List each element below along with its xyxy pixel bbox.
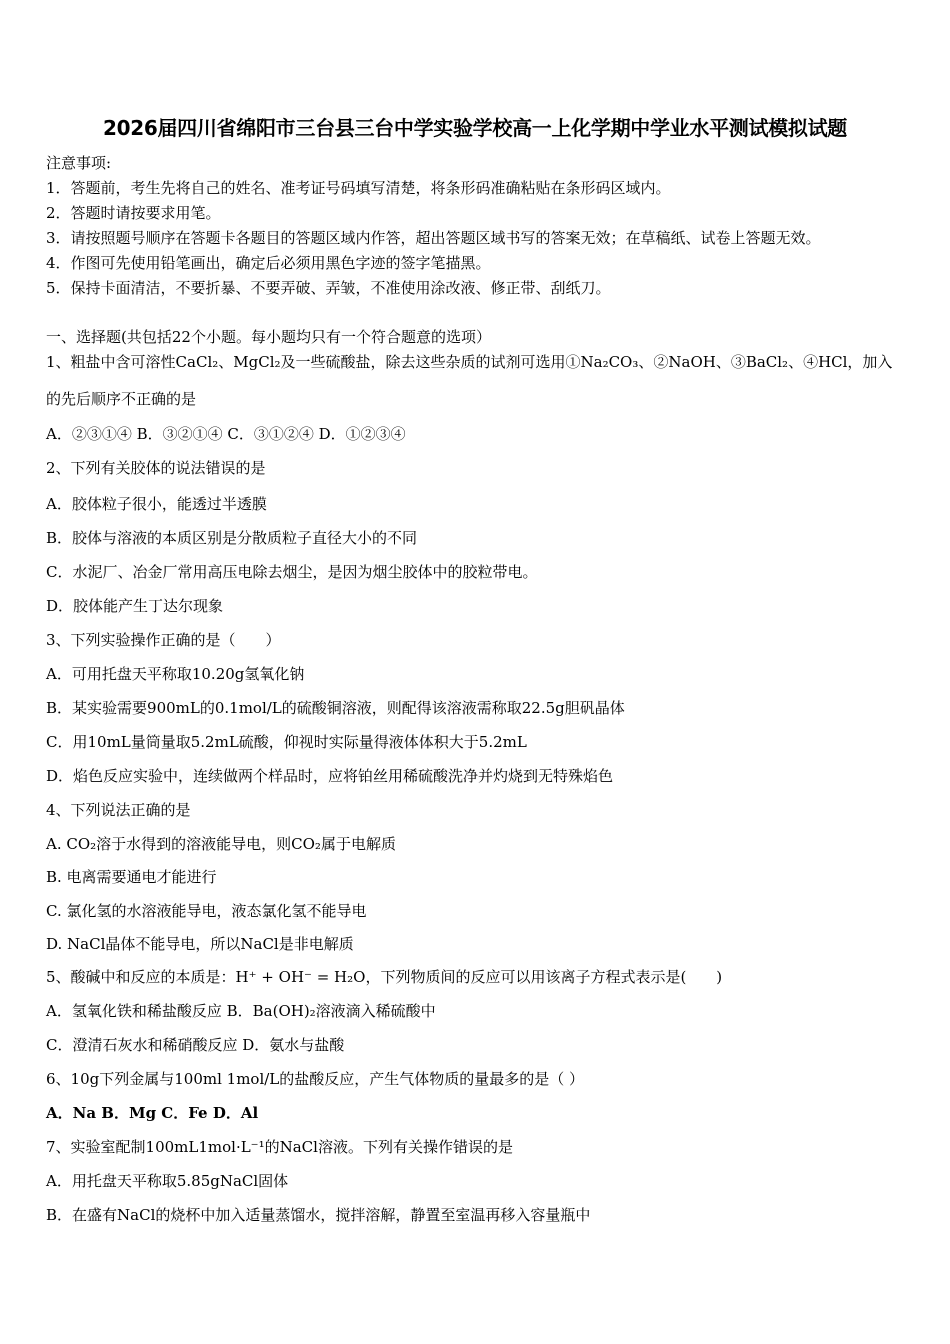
question-1-stem-cont: 的先后顺序不正确的是: [46, 390, 197, 408]
question-6-options: A．Na B．Mg C．Fe D．Al: [46, 1104, 259, 1122]
page-title: 2026届四川省绵阳市三台县三台中学实验学校高一上化学期中学业水平测试模拟试题: [103, 116, 847, 140]
question-4-stem: 4、下列说法正确的是: [46, 801, 191, 819]
question-3-option-d: D．焰色反应实验中，连续做两个样品时，应将铂丝用稀硫酸洗净并灼烧到无特殊焰色: [46, 767, 614, 785]
question-2-option-b: B．胶体与溶液的本质区别是分散质粒子直径大小的不同: [46, 529, 418, 547]
question-3-option-b: B．某实验需要900mL的0.1mol/L的硫酸铜溶液，则配得该溶液需称取22.5g胆矾晶体: [46, 699, 625, 717]
question-2-stem: 2、下列有关胶体的说法错误的是: [46, 459, 266, 477]
question-3-option-a: A．可用托盘天平称取10.20g氢氧化钠: [46, 665, 305, 683]
question-4-option-a: A. CO₂溶于水得到的溶液能导电，则CO₂属于电解质: [46, 835, 396, 853]
question-5-options-ab: A．氢氧化铁和稀盐酸反应 B．Ba(OH)₂溶液滴入稀硫酸中: [46, 1002, 436, 1020]
question-2-option-d: D．胶体能产生丁达尔现象: [46, 597, 224, 615]
question-4-option-c: C. 氯化氢的水溶液能导电，液态氯化氢不能导电: [46, 902, 367, 920]
question-1-options: A．②③①④ B．③②①④ C．③①②④ D．①②③④: [46, 425, 406, 443]
question-4-option-b: B. 电离需要通电才能进行: [46, 868, 217, 886]
question-2-option-a: A．胶体粒子很小，能透过半透膜: [46, 495, 267, 513]
question-2-option-c: C．水泥厂、冶金厂常用高压电除去烟尘，是因为烟尘胶体中的胶粒带电。: [46, 563, 538, 581]
question-6-stem: 6、10g下列金属与100ml 1mol/L的盐酸反应，产生气体物质的量最多的是（ ）: [46, 1070, 585, 1088]
question-7-option-a: A．用托盘天平称取5.85gNaCl固体: [46, 1172, 289, 1190]
question-3-stem: 3、下列实验操作正确的是（ ）: [46, 631, 281, 649]
question-3-option-c: C．用10mL量筒量取5.2mL硫酸，仰视时实际量得液体体积大于5.2mL: [46, 733, 527, 751]
question-5-options-cd: C．澄清石灰水和稀硝酸反应 D．氨水与盐酸: [46, 1036, 345, 1054]
question-5-stem: 5、酸碱中和反应的本质是：H⁺ + OH⁻ = H₂O，下列物质间的反应可以用该离子方程式表示是( ): [46, 968, 723, 986]
question-1-stem: 1、粗盐中含可溶性CaCl₂、MgCl₂及一些硫酸盐，除去这些杂质的试剂可选用①Na₂CO₃、②NaOH、③BaCl₂、④HCl，加入: [46, 353, 893, 371]
notice-item: 4．作图可先使用铅笔画出，确定后必须用黑色字迹的签字笔描黑。: [46, 254, 491, 272]
notice-item: 3．请按照题号顺序在答题卡各题目的答题区域内作答，超出答题区域书写的答案无效；在草稿纸、试卷上答题无效。: [46, 229, 821, 247]
question-4-option-d: D. NaCl晶体不能导电，所以NaCl是非电解质: [46, 935, 354, 953]
notice-item: 2．答题时请按要求用笔。: [46, 204, 221, 222]
question-7-option-b: B．在盛有NaCl的烧杯中加入适量蒸馏水，搅拌溶解，静置至室温再移入容量瓶中: [46, 1206, 591, 1224]
notice-heading: 注意事项:: [46, 154, 112, 172]
question-7-stem: 7、实验室配制100mL1mol·L⁻¹的NaCl溶液。下列有关操作错误的是: [46, 1138, 513, 1156]
section-heading: 一、选择题(共包括22个小题。每小题均只有一个符合题意的选项）: [46, 328, 491, 346]
notice-item: 1．答题前，考生先将自己的姓名、准考证号码填写清楚，将条形码准确粘贴在条形码区域内。: [46, 179, 671, 197]
notice-item: 5．保持卡面清洁，不要折暴、不要弄破、弄皱，不准使用涂改液、修正带、刮纸刀。: [46, 279, 611, 297]
